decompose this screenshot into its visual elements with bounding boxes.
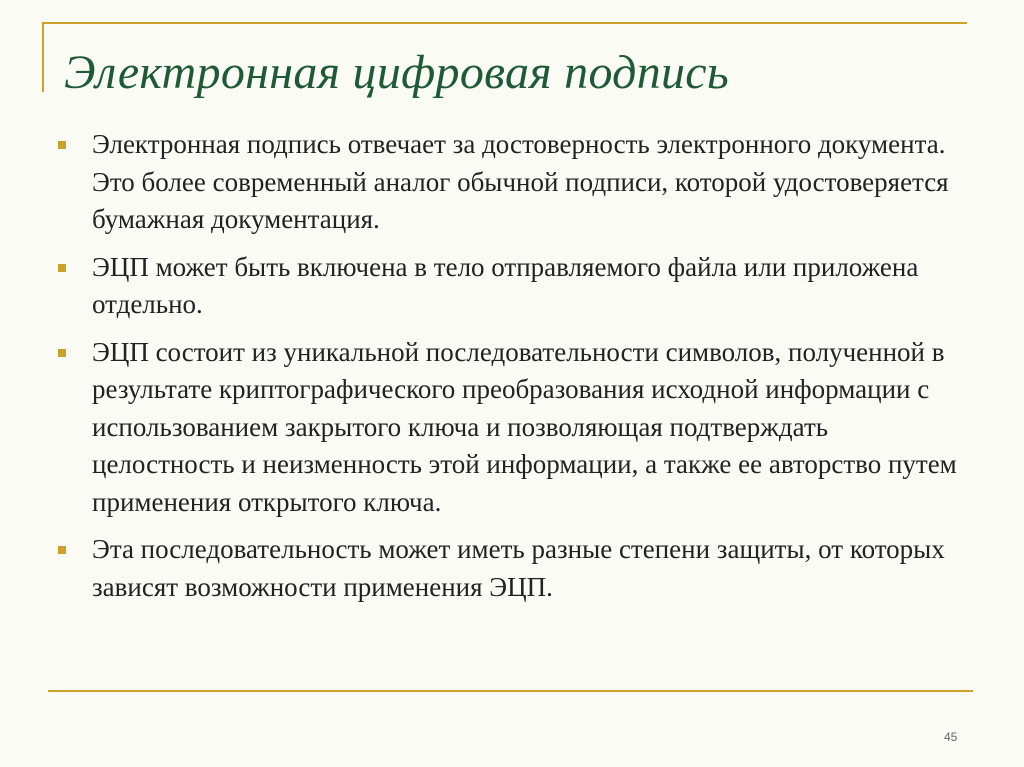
top-rule: [42, 22, 967, 24]
bullet-item: [58, 126, 958, 239]
bullet-text: Электронная подпись отвечает за достоверность электронного документа. Это более современный аналог обычной подписи, которой удостоверяется бумажная документация.: [92, 129, 949, 234]
square-bullet-icon: [58, 141, 66, 149]
bullet-item: [58, 249, 958, 324]
bullet-item: [58, 334, 958, 522]
bullet-text: ЭЦП может быть включена в тело отправляемого файла или приложена отдельно.: [92, 251, 919, 319]
bullet-item: [58, 531, 958, 606]
square-bullet-icon: [58, 546, 66, 554]
bullet-text: ЭЦП состоит из уникальной последовательности символов, полученной в результате криптографического преобразования исходной информации с использованием закрытого ключа и позволяющая подтверждать целостность и неизменность этой информации, а также ее авторство путем применения открытого ключа.: [92, 336, 957, 517]
slide-title: Электронная цифровая подпись: [64, 46, 730, 99]
bullet-list: [58, 126, 958, 616]
left-rule: [42, 22, 44, 92]
bottom-rule: [48, 690, 973, 692]
bullet-text: Эта последовательность может иметь разные степени защиты, от которых зависят возможности применения ЭЦП.: [92, 534, 945, 602]
square-bullet-icon: [58, 349, 66, 357]
page-number: 45: [944, 730, 958, 744]
square-bullet-icon: [58, 264, 66, 272]
